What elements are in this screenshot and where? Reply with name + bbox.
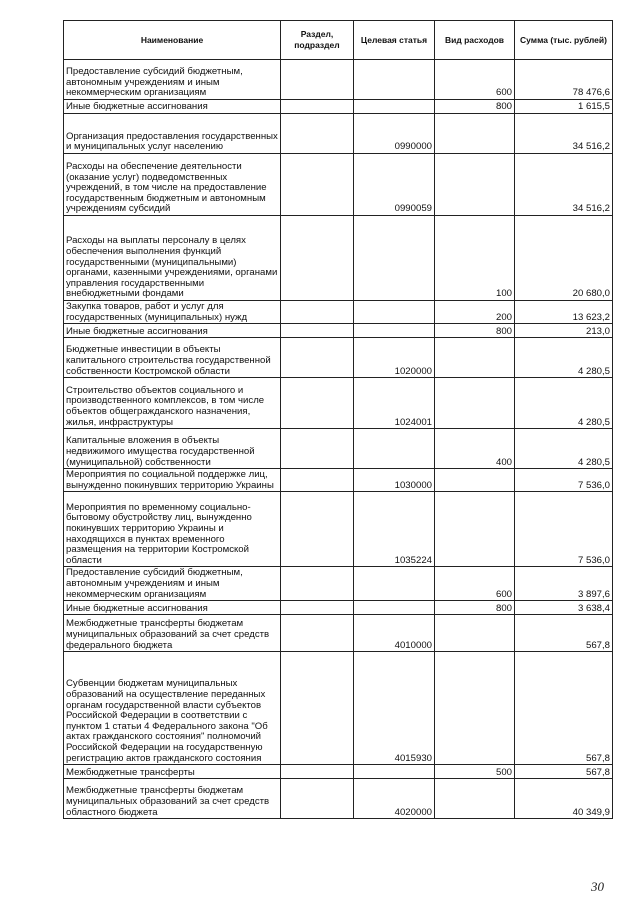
budget-table	[63, 20, 613, 819]
row-name: Межбюджетные трансферты бюджетам муниципальных образований за счет средств федерального бюджета	[64, 615, 281, 652]
row-expense-kind	[435, 779, 515, 819]
table-row	[64, 601, 613, 615]
row-expense-kind	[435, 114, 515, 154]
row-target-code: 1035224	[354, 492, 435, 567]
table-body	[64, 60, 613, 819]
row-razdel	[281, 652, 354, 765]
row-target-code: 0990000	[354, 114, 435, 154]
row-name: Межбюджетные трансферты	[64, 765, 281, 779]
row-name: Субвенции бюджетам муниципальных образований на осуществление переданных органам государственной власти субъектов Российской Федерации в соответствии с пунктом 1 статьи 4 Федерального закона "Об актах гражданского состояния" полномочий Российской Федерации на государственную регистрацию актов гражданского состояния	[64, 652, 281, 765]
row-razdel	[281, 615, 354, 652]
header-name: Наименование	[64, 21, 281, 60]
row-expense-kind: 600	[435, 60, 515, 100]
row-razdel	[281, 338, 354, 378]
row-razdel	[281, 601, 354, 615]
row-target-code: 1024001	[354, 378, 435, 429]
row-razdel	[281, 216, 354, 301]
header-razdel: Раздел, подраздел	[281, 21, 354, 60]
row-target-code	[354, 100, 435, 114]
table-row	[64, 100, 613, 114]
row-name: Предоставление субсидий бюджетным, автономным учреждениям и иным некоммерческим организациям	[64, 60, 281, 100]
row-target-code: 0990059	[354, 154, 435, 216]
row-sum: 1 615,5	[515, 100, 613, 114]
row-sum: 567,8	[515, 652, 613, 765]
row-expense-kind: 600	[435, 567, 515, 601]
table-row	[64, 154, 613, 216]
row-target-code	[354, 567, 435, 601]
row-target-code	[354, 301, 435, 324]
row-expense-kind	[435, 469, 515, 492]
row-expense-kind	[435, 338, 515, 378]
row-expense-kind	[435, 615, 515, 652]
row-expense-kind: 400	[435, 429, 515, 469]
row-target-code	[354, 60, 435, 100]
row-sum: 34 516,2	[515, 154, 613, 216]
row-expense-kind	[435, 492, 515, 567]
row-sum: 4 280,5	[515, 378, 613, 429]
row-razdel	[281, 154, 354, 216]
row-razdel	[281, 469, 354, 492]
row-sum: 3 897,6	[515, 567, 613, 601]
row-expense-kind	[435, 652, 515, 765]
row-sum: 40 349,9	[515, 779, 613, 819]
row-target-code	[354, 601, 435, 615]
row-name: Межбюджетные трансферты бюджетам муниципальных образований за счет средств областного бюджета	[64, 779, 281, 819]
header-kind: Вид расходов	[435, 21, 515, 60]
header-target: Целевая статья	[354, 21, 435, 60]
row-razdel	[281, 429, 354, 469]
row-expense-kind	[435, 378, 515, 429]
row-name: Капитальные вложения в объекты недвижимого имущества государственной (муниципальной) собственности	[64, 429, 281, 469]
row-razdel	[281, 492, 354, 567]
row-name: Мероприятия по временному социально-бытовому обустройству лиц, вынужденно покинувших территорию Украины и находящихся в пунктах временного размещения на территории Костромской области	[64, 492, 281, 567]
row-razdel	[281, 60, 354, 100]
table-row	[64, 114, 613, 154]
row-name: Иные бюджетные ассигнования	[64, 324, 281, 338]
table-row	[64, 615, 613, 652]
row-name: Организация предоставления государственных и муниципальных услуг населению	[64, 114, 281, 154]
row-name: Строительство объектов социального и производственного комплексов, в том числе объектов общегражданского назначения, жилья, инфраструктуры	[64, 378, 281, 429]
row-razdel	[281, 301, 354, 324]
row-target-code: 1030000	[354, 469, 435, 492]
row-name: Расходы на выплаты персоналу в целях обеспечения выполнения функций государственными (муниципальными) органами, казенными учреждениями, органами управления государственными внебюджетными фондами	[64, 216, 281, 301]
row-razdel	[281, 567, 354, 601]
row-sum: 7 536,0	[515, 492, 613, 567]
row-sum: 34 516,2	[515, 114, 613, 154]
table-row	[64, 60, 613, 100]
table-row	[64, 324, 613, 338]
row-sum: 4 280,5	[515, 338, 613, 378]
row-sum: 20 680,0	[515, 216, 613, 301]
row-name: Мероприятия по социальной поддержке лиц, вынужденно покинувших территорию Украины	[64, 469, 281, 492]
table-row	[64, 301, 613, 324]
row-expense-kind: 800	[435, 601, 515, 615]
row-target-code: 4015930	[354, 652, 435, 765]
row-name: Иные бюджетные ассигнования	[64, 100, 281, 114]
row-expense-kind: 100	[435, 216, 515, 301]
row-target-code	[354, 765, 435, 779]
table-row	[64, 338, 613, 378]
row-sum: 4 280,5	[515, 429, 613, 469]
row-expense-kind: 800	[435, 324, 515, 338]
row-expense-kind	[435, 154, 515, 216]
header-sum: Сумма (тыс. рублей)	[515, 21, 613, 60]
row-expense-kind: 500	[435, 765, 515, 779]
page-number: 30	[591, 879, 604, 894]
table-row	[64, 429, 613, 469]
row-target-code: 4010000	[354, 615, 435, 652]
table-row	[64, 469, 613, 492]
row-expense-kind: 800	[435, 100, 515, 114]
header-row	[64, 21, 613, 60]
row-target-code: 1020000	[354, 338, 435, 378]
table-row	[64, 779, 613, 819]
row-sum: 78 476,6	[515, 60, 613, 100]
table-row	[64, 378, 613, 429]
row-razdel	[281, 114, 354, 154]
row-expense-kind: 200	[435, 301, 515, 324]
row-sum: 213,0	[515, 324, 613, 338]
row-sum: 13 623,2	[515, 301, 613, 324]
table-row	[64, 216, 613, 301]
row-razdel	[281, 378, 354, 429]
row-sum: 567,8	[515, 615, 613, 652]
row-target-code: 4020000	[354, 779, 435, 819]
table-row	[64, 567, 613, 601]
row-target-code	[354, 324, 435, 338]
row-target-code	[354, 216, 435, 301]
row-razdel	[281, 100, 354, 114]
row-name: Предоставление субсидий бюджетным, автономным учреждениям и иным некоммерческим организациям	[64, 567, 281, 601]
row-target-code	[354, 429, 435, 469]
row-sum: 567,8	[515, 765, 613, 779]
row-name: Расходы на обеспечение деятельности (оказание услуг) подведомственных учреждений, в том числе на предоставление государственным бюджетным и автономным учреждениям субсидий	[64, 154, 281, 216]
row-sum: 3 638,4	[515, 601, 613, 615]
table-row	[64, 652, 613, 765]
row-name: Закупка товаров, работ и услуг для государственных (муниципальных) нужд	[64, 301, 281, 324]
row-sum: 7 536,0	[515, 469, 613, 492]
row-razdel	[281, 765, 354, 779]
table-row	[64, 765, 613, 779]
table-row	[64, 492, 613, 567]
row-name: Иные бюджетные ассигнования	[64, 601, 281, 615]
row-name: Бюджетные инвестиции в объекты капитального строительства государственной собственности Костромской области	[64, 338, 281, 378]
row-razdel	[281, 779, 354, 819]
row-razdel	[281, 324, 354, 338]
